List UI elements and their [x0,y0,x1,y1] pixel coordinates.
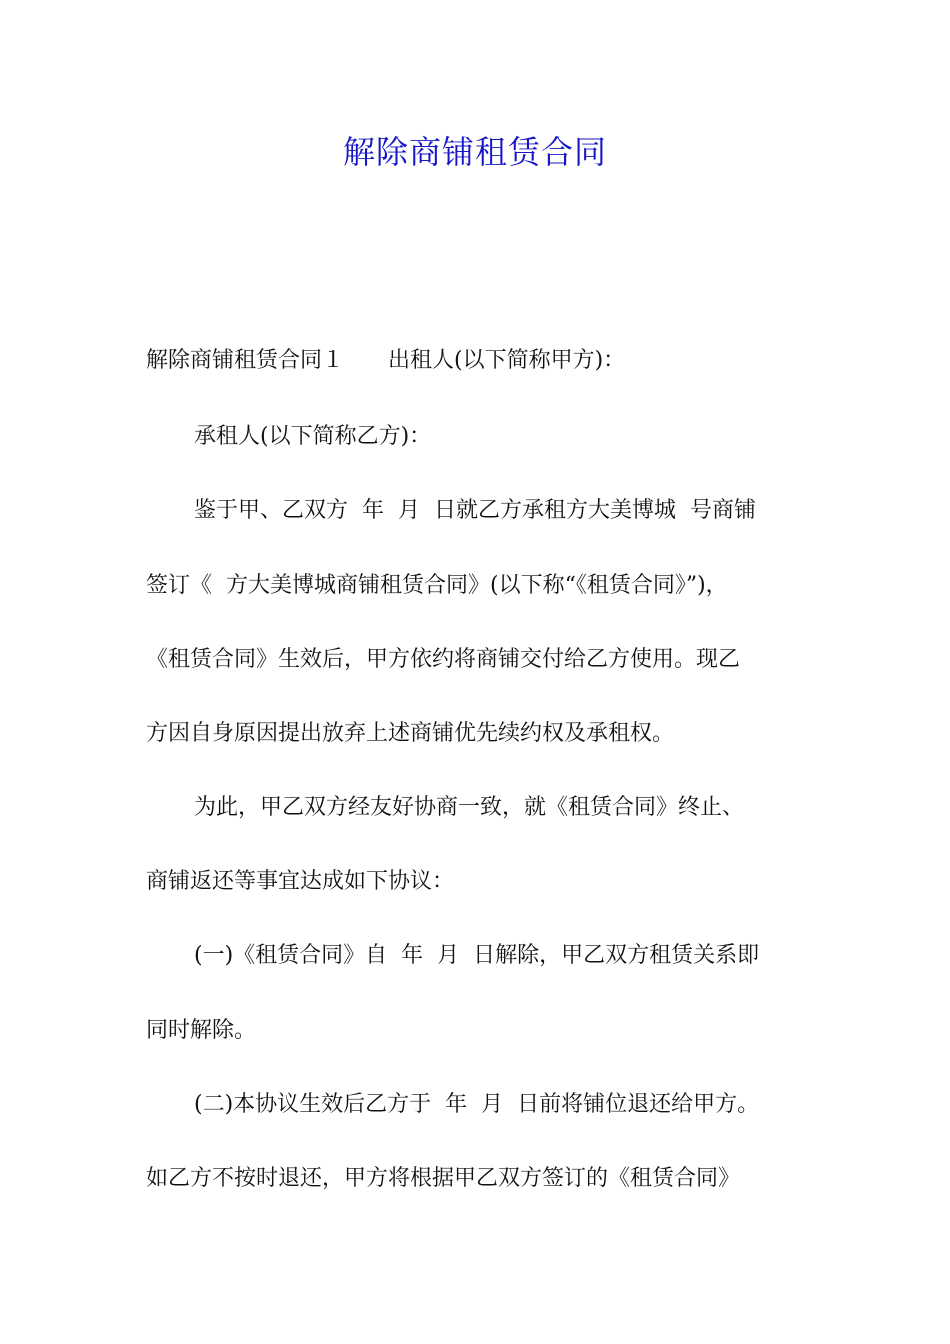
text-line: 方因自身原因提出放弃上述商铺优先续约权及承租权。 [146,721,675,746]
text-line: 如乙方不按时退还，甲方将根据甲乙双方签订的《租赁合同》 [146,1166,741,1191]
text-line: 签订《 方大美博城商铺租赁合同》(以下称“《租赁合同》”)， [146,573,728,598]
text-line: 解除商铺租赁合同１ 出租人(以下简称甲方)： [146,348,626,373]
text-line: (二)本协议生效后乙方于 年 月 日前将铺位退还给甲方。 [194,1092,760,1117]
document-title: 解除商铺租赁合同 [342,133,607,171]
text-line: 《租赁合同》生效后，甲方依约将商铺交付给乙方使用。现乙 [146,647,741,672]
text-line: 为此，甲乙双方经友好协商一致，就《租赁合同》终止、 [194,795,745,820]
text-line: 鉴于甲、乙双方 年 月 日就乙方承租方大美博城 号商铺 [194,498,756,523]
text-line: 商铺返还等事宜达成如下协议： [146,869,455,894]
text-line: 同时解除。 [146,1018,257,1043]
text-line: (一)《租赁合同》自 年 月 日解除，甲乙双方租赁关系即 [194,943,760,968]
text-line: 承租人(以下简称乙方)： [194,424,432,449]
